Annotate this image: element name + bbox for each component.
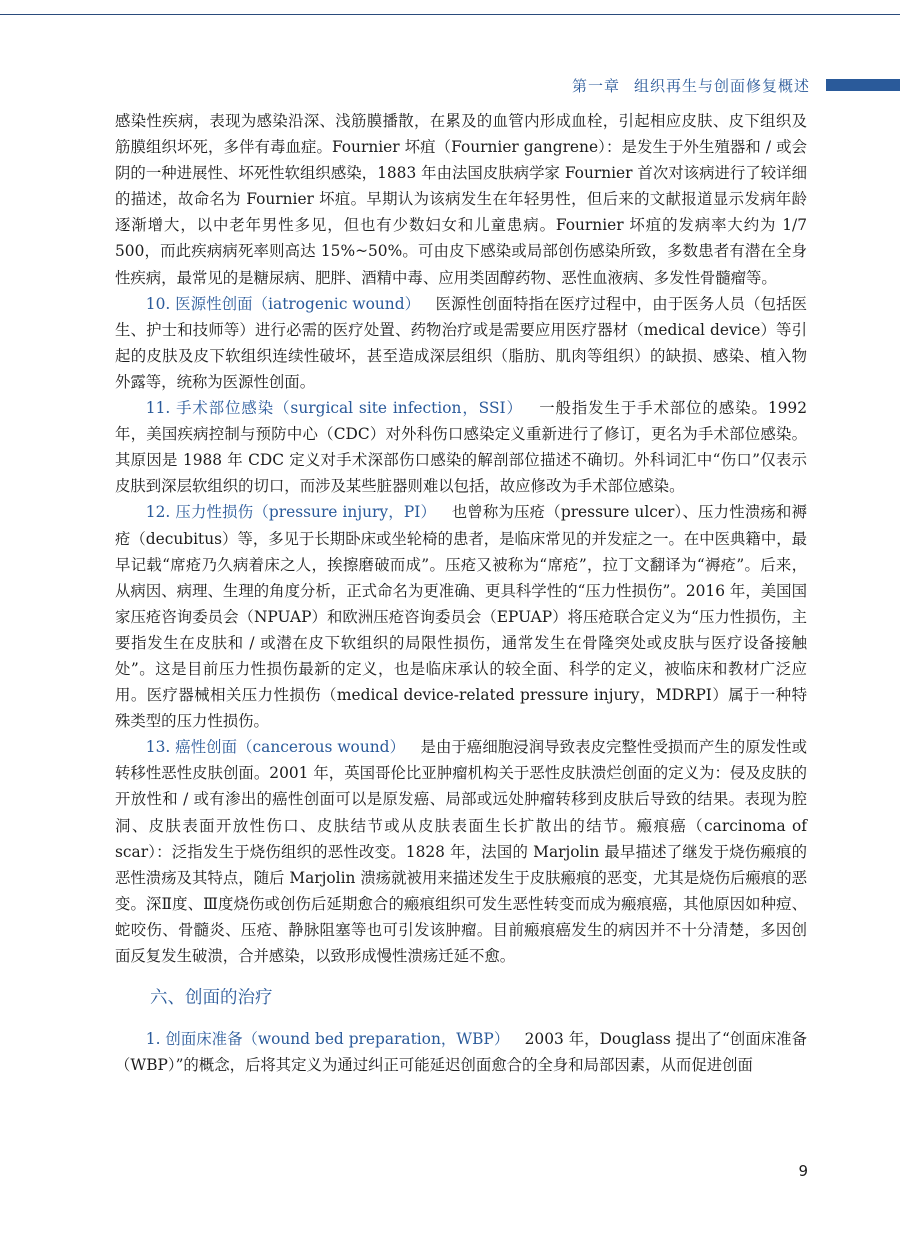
section-heading: 六、创面的治疗 xyxy=(150,988,273,1009)
running-head xyxy=(572,75,810,96)
header-rule xyxy=(0,14,900,15)
paragraph-cancerous-wound xyxy=(115,734,807,969)
page-number: 9 xyxy=(798,1162,808,1180)
term-cancerous-wound: 13. 癌性创面（cancerous wound） xyxy=(145,738,406,757)
paragraph-iatrogenic-wound xyxy=(115,291,807,395)
paragraph-pressure-injury xyxy=(115,499,807,734)
text-wound-bed-preparation: 2003 年，Douglass 提出了“创面床准备（WBP）”的概念，后将其定义为通过纠正可能延迟创面愈合的全身和局部因素，从而促进创面 xyxy=(115,1030,807,1075)
chapter-title: 组织再生与创面修复概述 xyxy=(633,77,810,95)
chapter-label: 第一章 xyxy=(571,77,620,95)
text-cancerous-wound: 是由于癌细胞浸润导致表皮完整性受损而产生的原发性或转移性恶性皮肤创面。2001 年，英国哥伦比亚肿瘤机构关于恶性皮肤溃烂创面的定义为：侵及皮肤的开放性和 / 或有渗出的癌性创面可以是原发癌、局部或远处肿瘤转移到皮肤后导致的结果。表现为腔洞、皮肤表面开放性伤口、皮肤结节或从皮肤表面生长扩散出的结节。瘢痕癌（carcinoma of scar）：泛指发生于烧伤组织的恶性改变。1828 年，法国的 Marjolin 最早描述了继发于烧伤瘢痕的恶性溃疡及其特点，随后 Marjolin 溃疡就被用来描述发生于皮肤瘢痕的恶变，尤其是烧伤后瘢痕的恶变。深Ⅱ度、Ⅲ度烧伤或创伤后延期愈合的瘢痕组织可发生恶性转变而成为瘢痕癌，其他原因如种痘、蛇咬伤、骨髓炎、压疮、静脉阻塞等也可引发该肿瘤。目前瘢痕癌发生的病因并不十分清楚，多因创面反复发生破溃，合并感染，以致形成慢性溃疡迁延不愈。 xyxy=(115,738,807,965)
paragraph-surgical-site-infection xyxy=(115,395,807,499)
term-iatrogenic-wound: 10. 医源性创面（iatrogenic wound） xyxy=(145,294,421,313)
paragraph-continued: 感染性疾病，表现为感染沿深、浅筋膜播散，在累及的血管内形成血栓，引起相应皮肤、皮下组织及筋膜组织坏死，多伴有毒血症。Fournier 坏疽（Fournier gangrene）：是发生于外生殖器和 / 或会阴的一种进展性、坏死性软组织感染，1883 年由法国皮肤病学家 Fournier 首次对该病进行了较详细的描述，故命名为 Fournier 坏疽。早期认为该病发生在年轻男性，但后来的文献报道显示发病年龄逐渐增大，以中老年男性多见，但也有少数妇女和儿童患病。Fournier 坏疽的发病率大约为 1/7 500，而此疾病病死率则高达 15%~50%。可由皮下感染或局部创伤感染所致，多数患者有潜在全身性疾病，最常见的是糖尿病、肥胖、酒精中毒、应用类固醇药物、恶性血液病、多发性骨髓瘤等。 xyxy=(115,112,807,287)
text-surgical-site-infection: 一般指发生于手术部位的感染。1992 年，美国疾病控制与预防中心（CDC）对外科伤口感染定义重新进行了修订，更名为手术部位感染。其原因是 1988 年 CDC 定义对手术深部伤口感染的解剖部位描述不确切。外科词汇中“伤口”仅表示皮肤到深层软组织的切口，而涉及某些脏器则难以包括，故应修改为手术部位感染。 xyxy=(115,399,807,496)
text-pressure-injury: 也曾称为压疮（pressure ulcer）、压力性溃疡和褥疮（decubitus）等，多见于长期卧床或坐轮椅的患者，是临床常见的并发症之一。在中医典籍中，最早记载“席疮乃久病着床之人，挨擦磨破而成”。压疮又被称为“席疮”，拉丁文翻译为“褥疮”。后来，从病因、病理、生理的角度分析，正式命名为更准确、更具科学性的“压力性损伤”。2016 年，美国国家压疮咨询委员会（NPUAP）和欧洲压疮咨询委员会（EPUAP）将压疮联合定义为“压力性损伤，主要指发生在皮肤和 / 或潜在皮下软组织的局限性损伤，通常发生在骨隆突处或皮肤与医疗设备接触处”。这是目前压力性损伤最新的定义，也是临床承认的较全面、科学的定义，被临床和教材广泛应用。医疗器械相关压力性损伤（medical device-related pressure injury，MDRPI）属于一种特殊类型的压力性损伤。 xyxy=(115,503,807,731)
term-wound-bed-preparation: 1. 创面床准备（wound bed preparation，WBP） xyxy=(145,1030,510,1049)
text-iatrogenic-wound: 医源性创面特指在医疗过程中，由于医务人员（包括医生、护士和技师等）进行必需的医疗处置、药物治疗或是需要应用医疗器材（medical device）等引起的皮肤及皮下软组织连续性破坏，甚至造成深层组织（脂肪、肌肉等组织）的缺损、感染、植入物外露等，统称为医源性创面。 xyxy=(115,294,807,391)
term-surgical-site-infection: 11. 手术部位感染（surgical site infection，SSI） xyxy=(145,399,523,418)
header-accent-bar xyxy=(826,79,900,91)
paragraph-wound-bed-preparation xyxy=(115,1026,807,1078)
page-body xyxy=(115,108,807,1078)
term-pressure-injury: 12. 压力性损伤（pressure injury，PI） xyxy=(145,503,437,522)
